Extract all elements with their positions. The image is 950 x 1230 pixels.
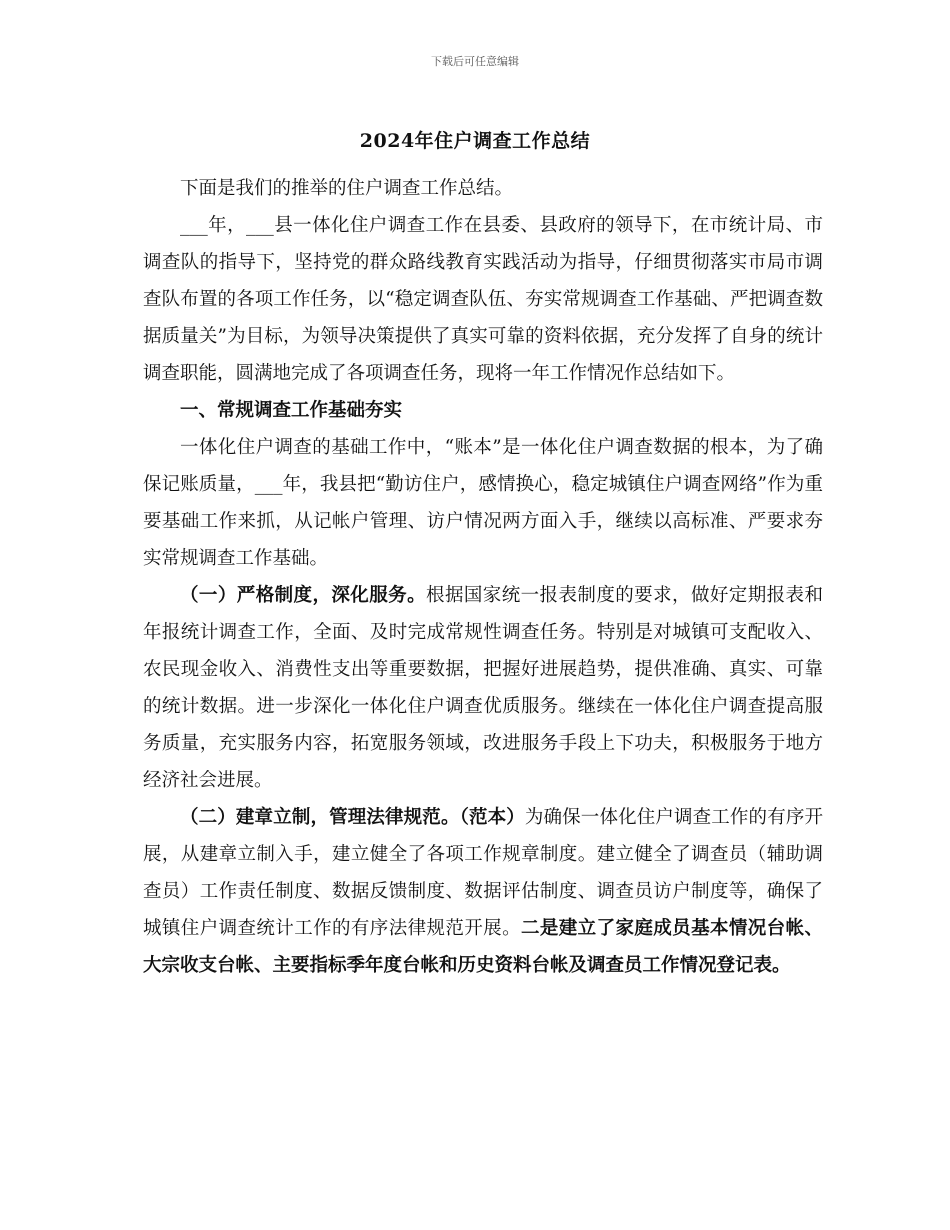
summary-paragraph: ___年，___县一体化住户调查工作在县委、县政府的领导下，在市统计局、市调查队的指导下，坚持党的群众路线教育实践活动为指导，仔细贯彻落实市局市调查队布置的各项工作任务，以“稳定调查队伍、夯实常规调查工作基础、严把调查数据质量关”为目标，为领导决策提供了真实可靠的资料依据，充分发挥了自身的统计调查职能，圆满地完成了各项调查任务，现将一年工作情况作总结如下。 [143,215,823,384]
intro-paragraph: 下面是我们的推举的住户调查工作总结。 [180,178,514,199]
page-header: 下载后可任意编辑 [431,55,519,68]
subsection-2-paragraph [143,799,823,984]
account-paragraph: 一体化住户调查的基础工作中，“账本”是一体化住户调查数据的根本，为了确保记账质量，___年，我县把“勤访住户，感情换心，稳定城镇住户调查网络”作为重要基础工作来抓，从记帐户管理、访户情况两方面入手，继续以高标准、严要求夯实常规调查工作基础。 [143,437,823,569]
document-body [143,170,823,984]
subsection-1-heading: （一）严格制度，深化服务。 [180,585,427,606]
subsection-2-heading: （二）建章立制，管理法律规范。（范本） [180,807,525,828]
subsection-2-bold-text: 二是建立了家庭成员基本情况台帐、大宗收支台帐、主要指标季年度台帐和历史资料台帐及调查员工作情况登记表。 [143,918,823,976]
section-heading-1: 一、常规调查工作基础夯实 [180,400,403,421]
subsection-1-text: 根据国家统一报表制度的要求，做好定期报表和年报统计调查工作，全面、及时完成常规性调查任务。特别是对城镇可支配收入、农民现金收入、消费性支出等重要数据，把握好进展趋势，提供准确、真实、可靠的统计数据。进一步深化一体化住户调查优质服务。继续在一体化住户调查提高服务质量，充实服务内容，拓宽服务领域，改进服务手段上下功夫，积极服务于地方经济社会进展。 [143,585,823,791]
subsection-2-text: 为确保一体化住户调查工作的有序开展，从建章立制入手，建立健全了各项工作规章制度。建立健全了调查员（辅助调查员）工作责任制度、数据反馈制度、数据评估制度、调查员访户制度等，确保了城镇住户调查统计工作的有序法律规范开展。 [143,807,823,939]
subsection-1-paragraph [143,577,823,799]
document-title: 2024年住户调查工作总结 [359,130,591,152]
